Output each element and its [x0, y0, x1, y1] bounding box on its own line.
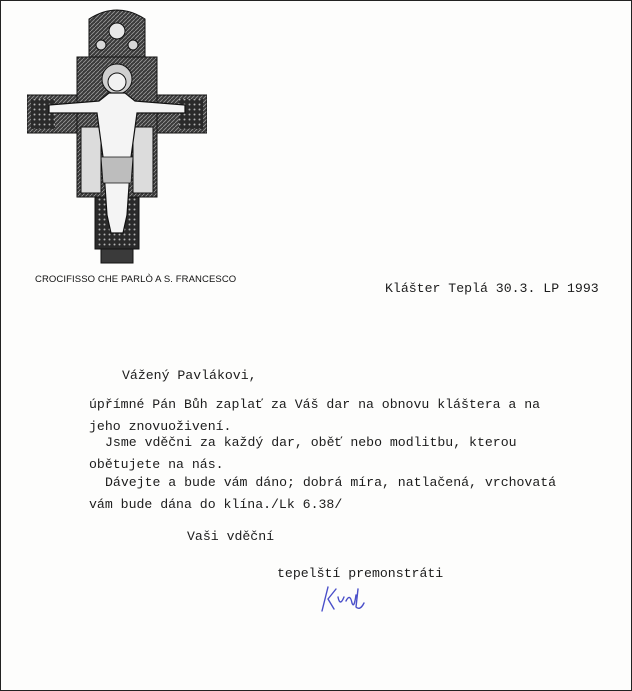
salutation: Vážený Pavlákovi, — [122, 368, 257, 383]
san-damiano-crucifix-icon — [27, 7, 207, 265]
handwritten-signature — [316, 581, 372, 617]
body-line: úpřímné Pán Bůh zaplať za Váš dar na obnovu kláštera a na — [89, 397, 541, 412]
body-line: jeho znovuoživení. — [89, 419, 232, 434]
body-line: Dávejte a bude vám dáno; dobrá míra, natlačená, vrchovatá — [105, 475, 557, 490]
body-line: vám bude dána do klína./Lk 6.38/ — [89, 497, 343, 512]
place-date: Klášter Teplá 30.3. LP 1993 — [385, 281, 599, 296]
letterhead-caption: CROCIFISSO CHE PARLÒ A S. FRANCESCO — [35, 274, 237, 285]
closing: Vaši vděční — [187, 529, 275, 544]
body-line: obětujete na nás. — [89, 457, 224, 472]
body-line: Jsme vděčni za každý dar, oběť nebo modlitbu, kterou — [105, 435, 517, 450]
signoff: tepelští premonstráti — [277, 566, 444, 581]
